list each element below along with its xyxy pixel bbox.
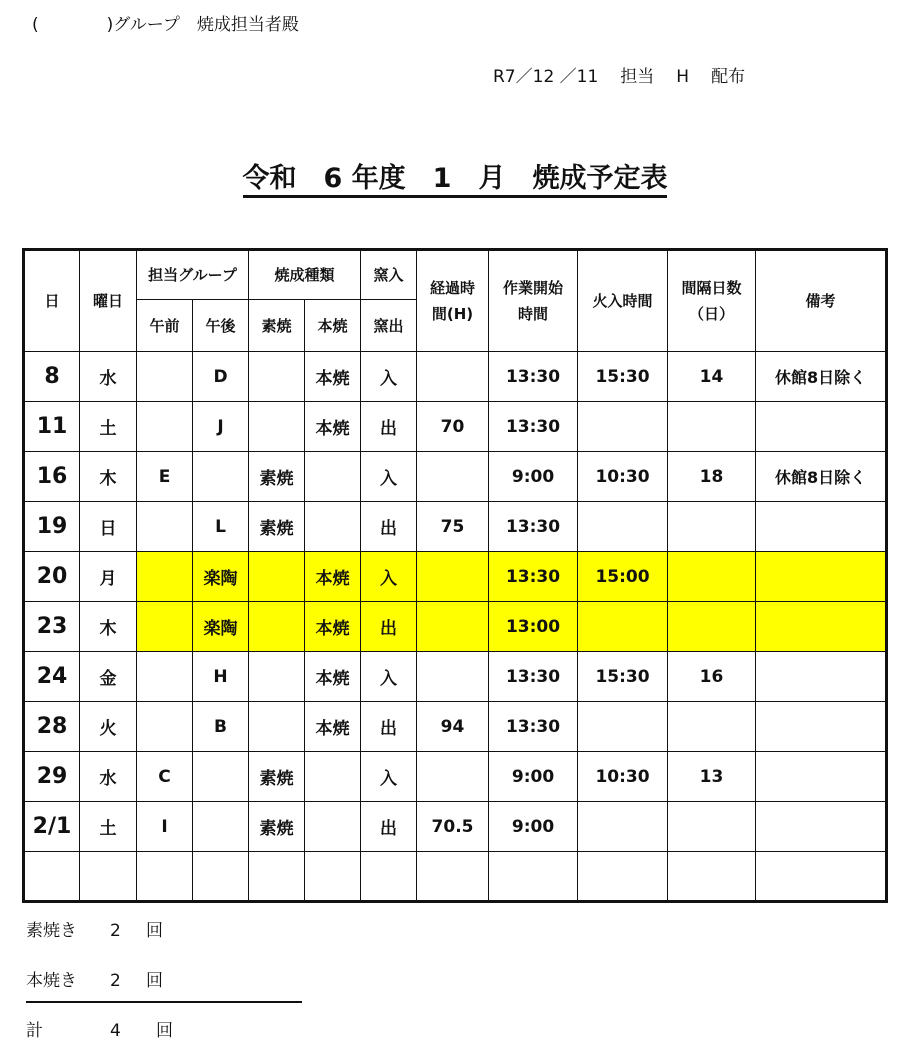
tally-bisque (26, 916, 163, 941)
empty-cell (80, 852, 137, 902)
cell-weekday: 土 (80, 402, 137, 452)
cell-note (756, 702, 887, 752)
addressee-close: ) (106, 15, 114, 35)
empty-row (24, 852, 887, 902)
table-row (24, 352, 887, 402)
cell-am (137, 702, 193, 752)
table-row (24, 652, 887, 702)
cell-bisque (249, 552, 305, 602)
cell-io: 出 (361, 502, 417, 552)
cell-pm: B (193, 702, 249, 752)
tally-bisque-unit: 回 (146, 921, 163, 941)
cell-note (756, 652, 887, 702)
tally-total (26, 1016, 173, 1041)
cell-bisque (249, 402, 305, 452)
tally-glaze-count: 2 (110, 971, 121, 991)
distribution-date: R7／12 ／11 (493, 67, 599, 87)
cell-weekday: 水 (80, 352, 137, 402)
header-kiln-in: 窯入 (361, 250, 417, 300)
cell-fire (578, 502, 668, 552)
cell-pm (193, 802, 249, 852)
cell-elapsed: 70.5 (417, 802, 489, 852)
cell-interval: 14 (668, 352, 756, 402)
cell-day: 2/1 (24, 802, 80, 852)
tally-total-unit: 回 (156, 1021, 173, 1041)
empty-cell (249, 852, 305, 902)
cell-pm: L (193, 502, 249, 552)
table-row (24, 602, 887, 652)
cell-day: 20 (24, 552, 80, 602)
cell-interval (668, 602, 756, 652)
addressee-open: ( (32, 15, 39, 35)
cell-start: 9:00 (489, 802, 578, 852)
cell-note (756, 402, 887, 452)
cell-note (756, 502, 887, 552)
cell-day: 8 (24, 352, 80, 402)
cell-am (137, 602, 193, 652)
cell-elapsed (417, 602, 489, 652)
cell-am: E (137, 452, 193, 502)
tally-bisque-count: 2 (110, 921, 121, 941)
cell-elapsed (417, 652, 489, 702)
cell-fire: 10:30 (578, 452, 668, 502)
cell-glaze: 本焼 (305, 352, 361, 402)
cell-day: 29 (24, 752, 80, 802)
cell-io: 出 (361, 702, 417, 752)
cell-day: 19 (24, 502, 80, 552)
person-label: 担当 (620, 67, 655, 87)
cell-note: 休館8日除く (756, 352, 887, 402)
tally-total-count: 4 (110, 1021, 121, 1041)
cell-fire: 15:30 (578, 652, 668, 702)
cell-am (137, 502, 193, 552)
cell-elapsed: 75 (417, 502, 489, 552)
cell-fire: 15:00 (578, 552, 668, 602)
cell-start: 9:00 (489, 452, 578, 502)
cell-bisque: 素焼 (249, 502, 305, 552)
cell-day: 16 (24, 452, 80, 502)
addressee-suffix: グループ 焼成担当者殿 (113, 15, 299, 35)
cell-weekday: 木 (80, 602, 137, 652)
cell-glaze: 本焼 (305, 402, 361, 452)
cell-bisque: 素焼 (249, 802, 305, 852)
cell-interval: 18 (668, 452, 756, 502)
header-elapsed: 経過時 間(H) (417, 250, 489, 352)
tally-total-label: 計 (26, 1021, 43, 1041)
cell-am (137, 552, 193, 602)
cell-pm (193, 452, 249, 502)
cell-start: 13:30 (489, 502, 578, 552)
cell-fire (578, 602, 668, 652)
cell-weekday: 火 (80, 702, 137, 752)
cell-weekday: 水 (80, 752, 137, 802)
cell-pm: 楽陶 (193, 552, 249, 602)
cell-interval: 13 (668, 752, 756, 802)
header-remarks: 備考 (756, 250, 887, 352)
cell-am: I (137, 802, 193, 852)
header-bisque: 素焼 (249, 300, 305, 352)
cell-bisque (249, 352, 305, 402)
cell-pm: J (193, 402, 249, 452)
page-title-text: 令和 6 年度 1 月 焼成予定表 (243, 163, 668, 198)
header-morning: 午前 (137, 300, 193, 352)
cell-bisque (249, 702, 305, 752)
cell-fire: 15:30 (578, 352, 668, 402)
addressee-line (32, 10, 299, 35)
cell-note (756, 602, 887, 652)
tally-glaze (26, 966, 163, 991)
empty-cell (756, 852, 887, 902)
cell-bisque (249, 602, 305, 652)
cell-weekday: 金 (80, 652, 137, 702)
cell-elapsed: 94 (417, 702, 489, 752)
cell-elapsed (417, 752, 489, 802)
cell-io: 入 (361, 352, 417, 402)
cell-start: 13:30 (489, 402, 578, 452)
table-row (24, 452, 887, 502)
cell-io: 入 (361, 452, 417, 502)
person-name: H (676, 67, 690, 87)
distribution-label: 配布 (711, 67, 746, 87)
header-start-time: 作業開始 時間 (489, 250, 578, 352)
tally-divider (26, 1001, 302, 1003)
cell-interval (668, 502, 756, 552)
cell-glaze: 本焼 (305, 552, 361, 602)
cell-am (137, 352, 193, 402)
cell-start: 13:30 (489, 702, 578, 752)
cell-note (756, 752, 887, 802)
cell-interval (668, 402, 756, 452)
schedule-body (24, 352, 887, 902)
empty-cell (137, 852, 193, 902)
cell-interval (668, 552, 756, 602)
cell-am (137, 652, 193, 702)
cell-start: 13:30 (489, 552, 578, 602)
cell-am: C (137, 752, 193, 802)
tally-bisque-label: 素焼き (26, 921, 77, 941)
cell-elapsed (417, 452, 489, 502)
header-group: 担当グループ (137, 250, 249, 300)
cell-pm: H (193, 652, 249, 702)
cell-weekday: 月 (80, 552, 137, 602)
cell-day: 11 (24, 402, 80, 452)
cell-am (137, 402, 193, 452)
cell-glaze (305, 502, 361, 552)
cell-note (756, 552, 887, 602)
tally-glaze-label: 本焼き (26, 971, 77, 991)
cell-day: 23 (24, 602, 80, 652)
empty-cell (193, 852, 249, 902)
table-row (24, 552, 887, 602)
cell-day: 28 (24, 702, 80, 752)
cell-io: 入 (361, 652, 417, 702)
cell-glaze: 本焼 (305, 602, 361, 652)
table-row (24, 802, 887, 852)
cell-glaze (305, 752, 361, 802)
cell-io: 出 (361, 402, 417, 452)
table-row (24, 702, 887, 752)
empty-cell (361, 852, 417, 902)
cell-interval (668, 802, 756, 852)
empty-cell (668, 852, 756, 902)
cell-pm (193, 752, 249, 802)
cell-bisque (249, 652, 305, 702)
cell-elapsed: 70 (417, 402, 489, 452)
cell-io: 入 (361, 552, 417, 602)
cell-fire (578, 702, 668, 752)
cell-pm: D (193, 352, 249, 402)
header-interval: 間隔日数 （日） (668, 250, 756, 352)
cell-glaze (305, 452, 361, 502)
cell-weekday: 日 (80, 502, 137, 552)
cell-start: 9:00 (489, 752, 578, 802)
cell-fire (578, 402, 668, 452)
empty-cell (417, 852, 489, 902)
empty-cell (489, 852, 578, 902)
cell-glaze: 本焼 (305, 652, 361, 702)
cell-pm: 楽陶 (193, 602, 249, 652)
cell-day: 24 (24, 652, 80, 702)
cell-start: 13:30 (489, 652, 578, 702)
cell-bisque: 素焼 (249, 452, 305, 502)
firing-schedule-table (22, 248, 888, 903)
cell-elapsed (417, 552, 489, 602)
cell-note (756, 802, 887, 852)
cell-interval (668, 702, 756, 752)
cell-glaze: 本焼 (305, 702, 361, 752)
table-row (24, 752, 887, 802)
table-row (24, 402, 887, 452)
header-afternoon: 午後 (193, 300, 249, 352)
header-weekday: 曜日 (80, 250, 137, 352)
cell-weekday: 木 (80, 452, 137, 502)
cell-glaze (305, 802, 361, 852)
cell-io: 出 (361, 602, 417, 652)
cell-start: 13:00 (489, 602, 578, 652)
empty-cell (305, 852, 361, 902)
cell-elapsed (417, 352, 489, 402)
page-title (0, 156, 910, 195)
header-glaze: 本焼 (305, 300, 361, 352)
cell-bisque: 素焼 (249, 752, 305, 802)
header-firing-type: 焼成種類 (249, 250, 361, 300)
distribution-line (493, 62, 767, 87)
cell-io: 出 (361, 802, 417, 852)
empty-cell (578, 852, 668, 902)
cell-interval: 16 (668, 652, 756, 702)
header-day: 日 (24, 250, 80, 352)
header-kiln-out: 窯出 (361, 300, 417, 352)
cell-io: 入 (361, 752, 417, 802)
cell-weekday: 土 (80, 802, 137, 852)
empty-cell (24, 852, 80, 902)
cell-start: 13:30 (489, 352, 578, 402)
cell-note: 休館8日除く (756, 452, 887, 502)
table-row (24, 502, 887, 552)
cell-fire: 10:30 (578, 752, 668, 802)
tally-glaze-unit: 回 (146, 971, 163, 991)
header-fire-time: 火入時間 (578, 250, 668, 352)
cell-fire (578, 802, 668, 852)
